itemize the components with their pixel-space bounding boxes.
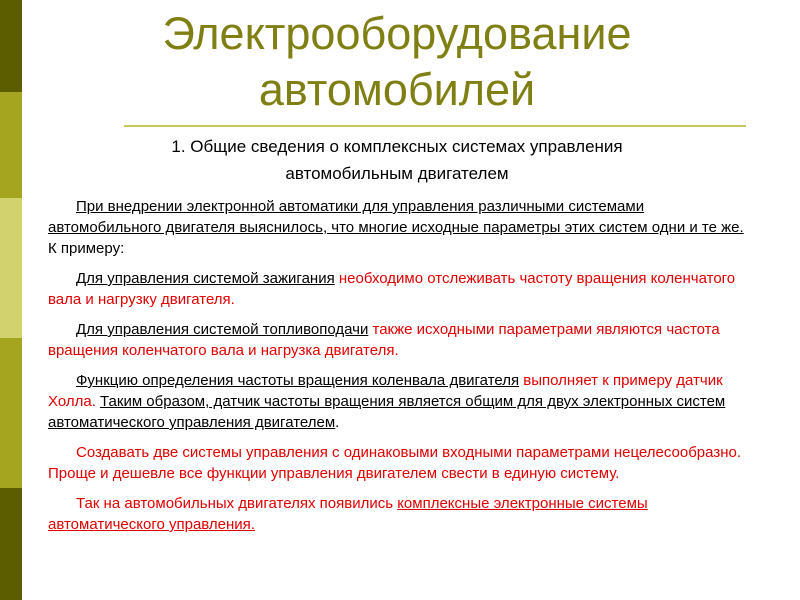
sidebar-block-5	[0, 488, 22, 600]
paragraph-4-red: выполняет к примеру датчик Холла.	[48, 372, 723, 410]
page-title-line-2: автомобилей	[258, 64, 536, 115]
sidebar-block-4	[0, 338, 22, 488]
paragraph-5-red: Создавать две системы управления с одинаковыми входными параметрами нецелесообразно. Проще и дешевле все функции управления двигателем свести в единую систему.	[48, 444, 741, 482]
paragraph-2-red: необходимо отслеживать частоту вращения коленчатого вала и нагрузку двигателя.	[48, 270, 736, 308]
paragraph-1-plain: К примеру:	[48, 240, 125, 257]
section-heading	[22, 133, 772, 187]
page-title-line-1: Электрооборудование	[162, 8, 632, 59]
page-title	[22, 6, 772, 118]
paragraph-4-underlined-1: Функцию определения частоты вращения коленвала двигателя	[76, 372, 520, 389]
paragraph-4-end: .	[335, 414, 340, 431]
paragraph-6-red: Так на автомобильных двигателях появились	[76, 495, 398, 512]
paragraph-6	[48, 493, 748, 535]
paragraph-5	[48, 442, 748, 484]
paragraph-1-underlined: При внедрении электронной автоматики для управления различными системами автомобильного двигателя выяснилось, что многие исходные параметры этих систем одни и те же.	[48, 198, 744, 236]
paragraph-3	[48, 319, 748, 361]
sidebar-block-3	[0, 198, 22, 338]
paragraph-6-red-underlined: комплексные электронные системы автоматического управления.	[48, 495, 648, 533]
paragraph-2-underlined: Для управления системой зажигания	[76, 270, 335, 287]
paragraph-2	[48, 268, 748, 310]
paragraph-4-underlined-2: Таким образом, датчик частоты вращения является общим для двух электронных систем автоматического управления двигателем	[48, 393, 726, 431]
title-divider	[124, 125, 746, 127]
sidebar-color-strip	[0, 0, 22, 600]
sidebar-block-2	[0, 92, 22, 198]
paragraph-3-red: также исходными параметрами являются частота вращения коленчатого вала и нагрузка двигателя.	[48, 321, 720, 359]
sidebar-block-1	[0, 0, 22, 92]
paragraph-3-underlined: Для управления системой топливоподачи	[76, 321, 369, 338]
body-text	[48, 196, 748, 544]
paragraph-1	[48, 196, 748, 259]
section-heading-line-1: 1. Общие сведения о комплексных системах управления	[171, 137, 623, 156]
section-heading-line-2: автомобильным двигателем	[285, 164, 509, 183]
paragraph-4	[48, 370, 748, 433]
